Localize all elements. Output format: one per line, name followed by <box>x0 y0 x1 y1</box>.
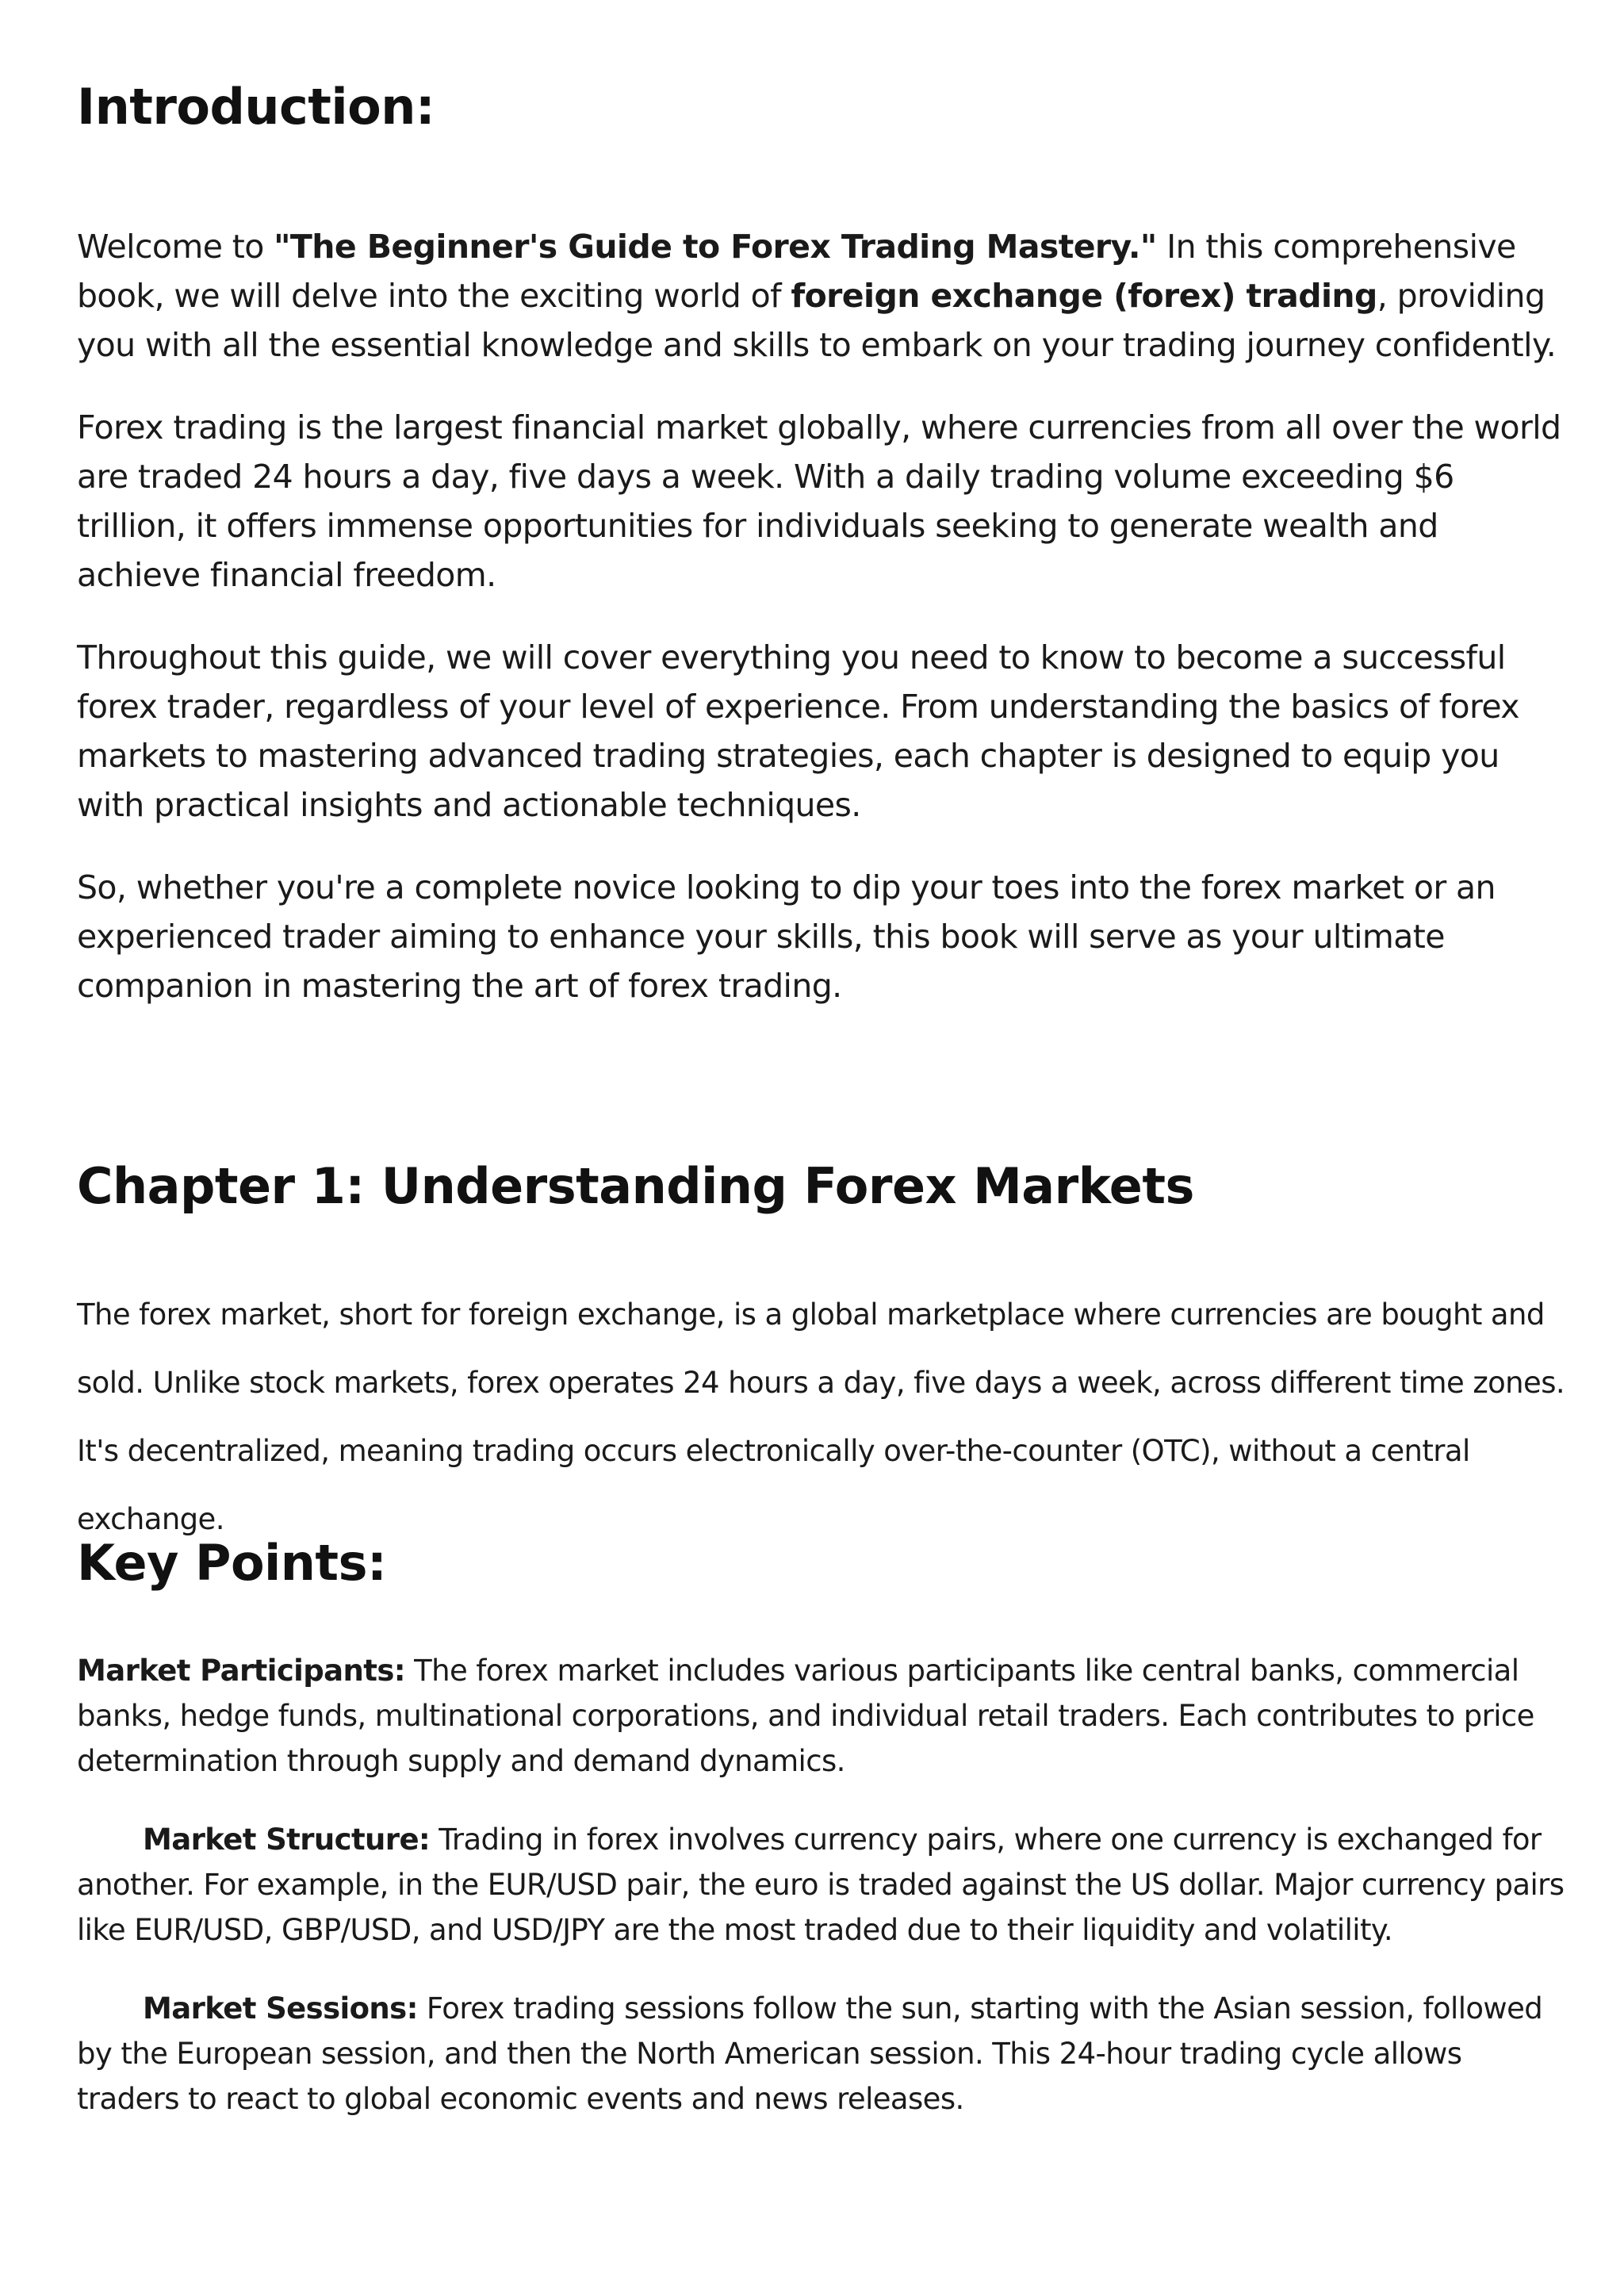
key-point-label: Market Sessions: <box>143 1991 418 2026</box>
forex-trading-bold: foreign exchange (forex) trading <box>791 277 1377 315</box>
key-point-text: Trading in forex involves currency pairs, where one currency is exchanged for another. For example, in the EUR/USD pair, the euro is traded against the US dollar. Major currency pairs like EUR/USD, GBP/USD, and USD/JPY are the most traded due to their liquidity and volatility. <box>77 1823 1565 1947</box>
intro-paragraph-1 <box>77 222 1568 370</box>
intro-paragraph-2: Forex trading is the largest financial market globally, where currencies from all over the world are traded 24 hours a day, five days a week. With a daily trading volume exceeding $6 trillion, it offers immense opportunities for individuals seeking to generate wealth and achieve financial freedom. <box>77 408 1561 594</box>
intro-p1-text-a: Welcome to <box>77 228 274 266</box>
key-points-list <box>77 1648 1568 2155</box>
key-point-text: Forex trading sessions follow the sun, starting with the Asian session, followed by the European session, and then the North American session. This 24-hour trading cycle allows traders to react to global economic events and news releases. <box>77 1991 1543 2116</box>
key-point-label: Market Structure: <box>143 1823 431 1857</box>
chapter-1-body <box>77 1281 1568 1554</box>
chapter-1-paragraph: The forex market, short for foreign exchange, is a global marketplace where currencies are bought and sold. Unlike stock markets, forex operates 24 hours a day, five days a week, across different time zones. It's decentralized, meaning trading occurs electronically over-the-counter (OTC), without a central exchange. <box>77 1297 1565 1536</box>
key-point-label: Market Participants: <box>77 1654 405 1688</box>
chapter-1-heading: Chapter 1: Understanding Forex Markets <box>77 1157 1194 1215</box>
key-point-market-sessions <box>77 1986 1568 2122</box>
intro-paragraph-4: So, whether you're a complete novice looking to dip your toes into the forex market or an experienced trader aiming to enhance your skills, this book will serve as your ultimate companion in mastering the art of forex trading. <box>77 868 1496 1005</box>
intro-p1-text-c: In this comprehensive book, we will delve into the exciting world of <box>77 228 1516 315</box>
intro-p1-text-e: , providing you with all the essential knowledge and skills to embark on your trading journey confidently. <box>77 277 1557 364</box>
key-points-heading: Key Points: <box>77 1534 387 1592</box>
book-title-bold: "The Beginner's Guide to Forex Trading Mastery." <box>274 228 1157 266</box>
key-point-text: The forex market includes various participants like central banks, commercial banks, hedge funds, multinational corporations, and individual retail traders. Each contributes to price determination through supply and demand dynamics. <box>77 1654 1534 1778</box>
intro-paragraph-3: Throughout this guide, we will cover everything you need to know to become a successful forex trader, regardless of your level of experience. From understanding the basics of forex markets to mastering advanced trading strategies, each chapter is designed to equip you with practical insights and actionable techniques. <box>77 638 1519 824</box>
key-point-market-structure <box>77 1817 1568 1953</box>
introduction-heading: Introduction: <box>77 78 435 136</box>
key-point-market-participants <box>77 1648 1568 1784</box>
introduction-body <box>77 222 1568 1044</box>
